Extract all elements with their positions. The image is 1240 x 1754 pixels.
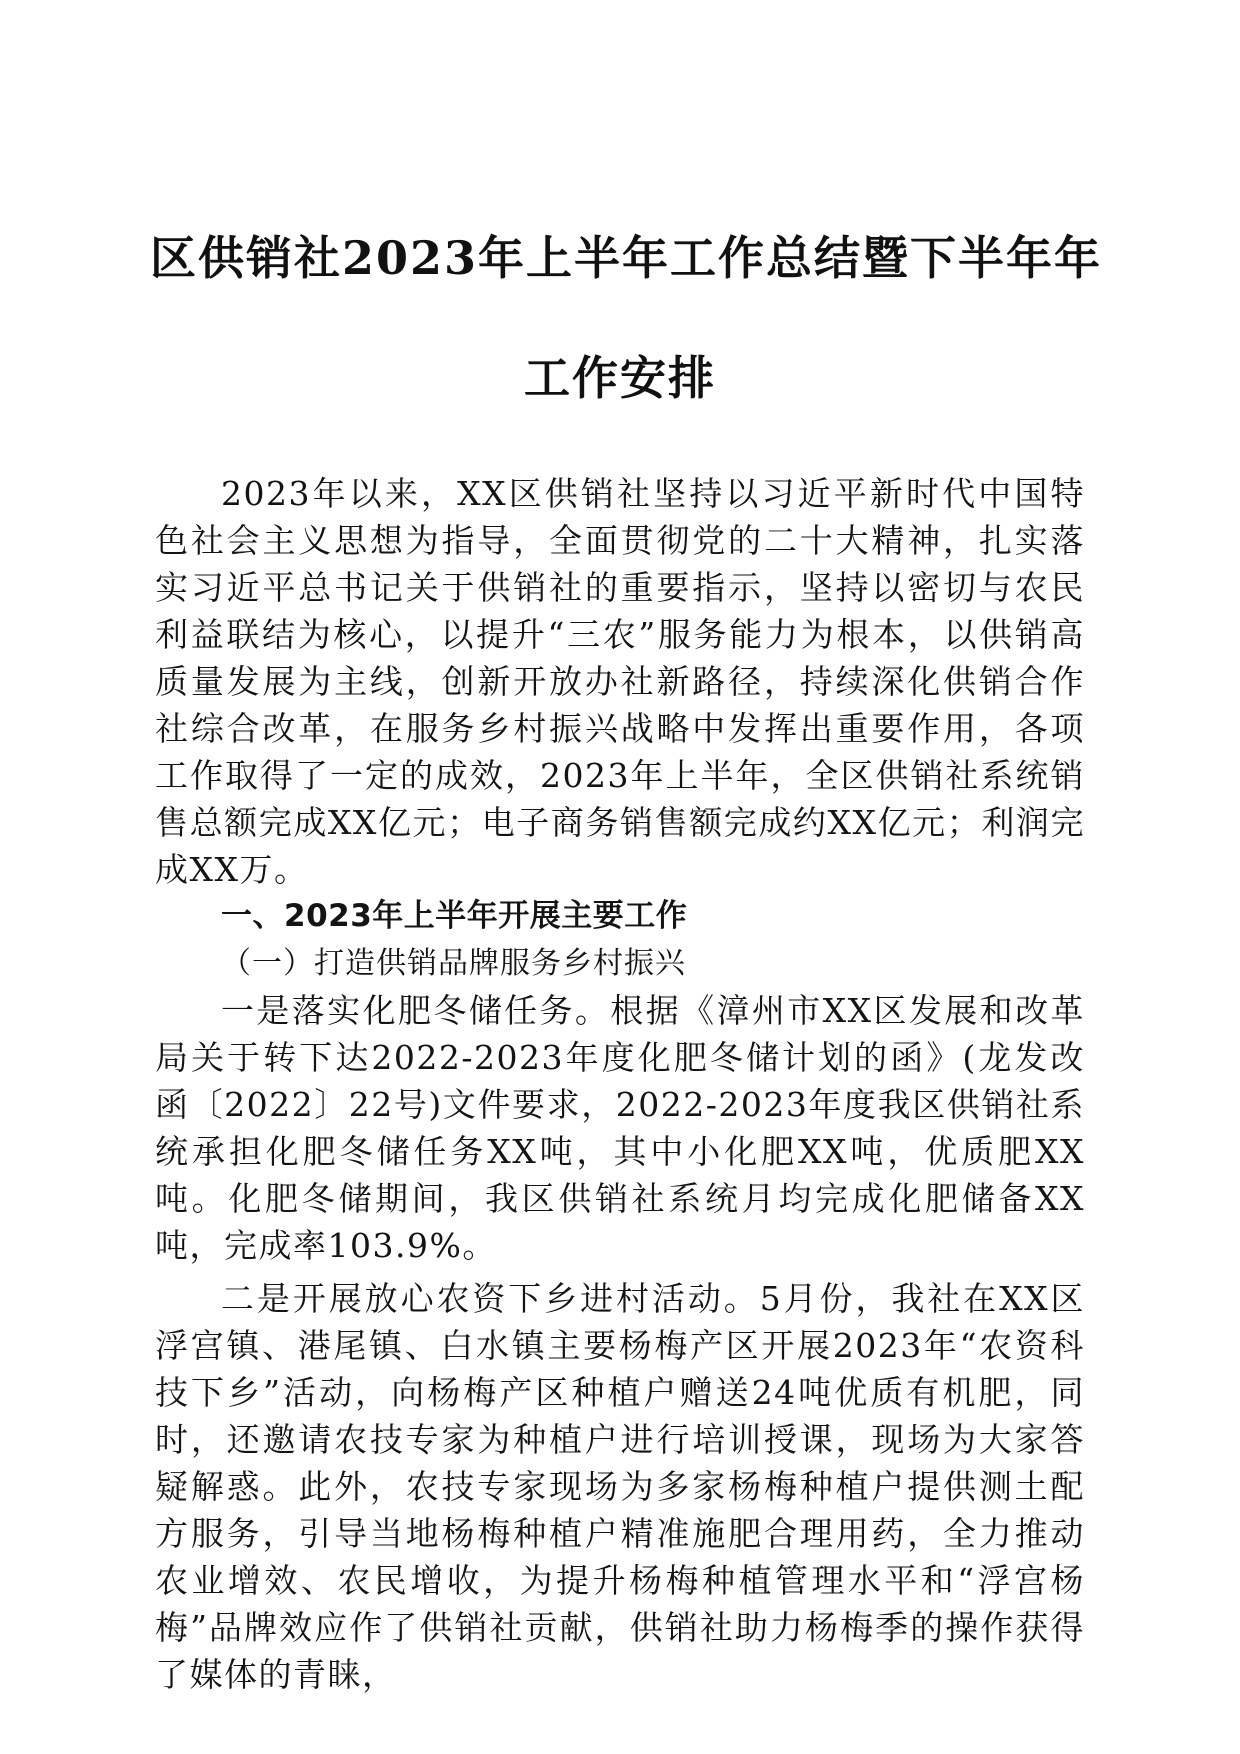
document-body	[155, 470, 1085, 1698]
document-title-line-2: 工作安排	[524, 351, 716, 405]
body-paragraph-2: 二是开展放心农资下乡进村活动。5月份，我社在XX区浮宫镇、港尾镇、白水镇主要杨梅产区开展2023年“农资科技下乡”活动，向杨梅产区种植户赠送24吨优质有机肥，同时，还邀请农技专家为种植户进行培训授课，现场为大家答疑解惑。此外，农技专家现场为多家杨梅种植户提供测土配方服务，引导当地杨梅种植户精准施肥合理用药，全力推动农业增效、农民增收，为提升杨梅种植管理水平和“浮宫杨梅”品牌效应作了供销社贡献，供销社助力杨梅季的操作获得了媒体的青睐，	[155, 1279, 1085, 1694]
intro-paragraph: 2023年以来，XX区供销社坚持以习近平新时代中国特色社会主义思想为指导，全面贯彻党的二十大精神，扎实落实习近平总书记关于供销社的重要指示，坚持以密切与农民利益联结为核心，以提升“三农”服务能力为根本，以供销高质量发展为主线，创新开放办社新路径，持续深化供销合作社综合改革，在服务乡村振兴战略中发挥出重要作用，各项工作取得了一定的成效，2023年上半年，全区供销社系统销售总额完成XX亿元；电子商务销售额完成约XX亿元；利润完成XX万。	[155, 474, 1085, 889]
body-paragraph-1: 一是落实化肥冬储任务。根据《漳州市XX区发展和改革局关于转下达2022-2023年度化肥冬储计划的函》(龙发改函〔2022〕22号)文件要求，2022-2023年度我区供销社系统承担化肥冬储任务XX吨，其中小化肥XX吨，优质肥XX吨。化肥冬储期间，我区供销社系统月均完成化肥储备XX吨，完成率103.9%。	[155, 991, 1085, 1265]
document-title-line-1: 区供销社2023年上半年工作总结暨下半年年	[150, 231, 1103, 285]
subsection-heading-1: （一）打造供销品牌服务乡村振兴	[221, 946, 686, 981]
section-heading-1: 一、2023年上半年开展主要工作	[221, 898, 688, 934]
